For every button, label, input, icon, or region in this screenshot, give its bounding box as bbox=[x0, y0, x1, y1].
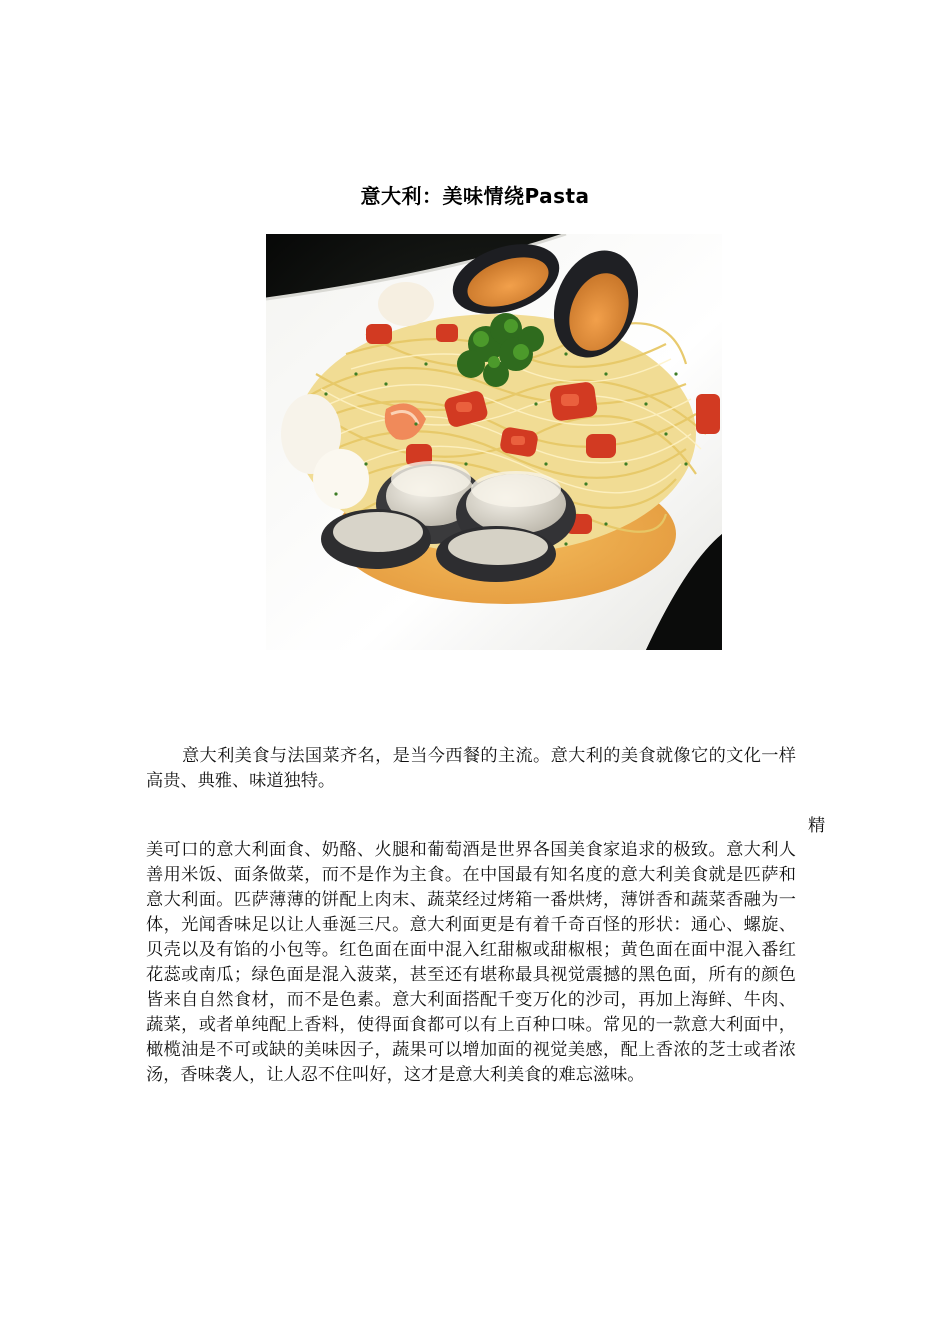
body-paragraph: 美可口的意大利面食、奶酪、火腿和葡萄酒是世界各国美食家追求的极致。意大利人善用米饭、面条做菜，而不是作为主食。在中国最有知名度的意大利美食就是匹萨和意大利面。匹萨薄薄的饼配上肉末、蔬菜经过烤箱一番烘烤，薄饼香和蔬菜香融为一体，光闻香味足以让人垂涎三尺。意大利面更是有着千奇百怪的形状：通心、螺旋、贝壳以及有馅的小包等。红色面在面中混入红甜椒或甜椒根；黄色面在面中混入番红花蕊或南瓜；绿色面是混入菠菜，甚至还有堪称最具视觉震撼的黑色面，所有的颜色皆来自自然食材，而不是色素。意大利面搭配千变万化的沙司，再加上海鲜、牛肉、蔬菜，或者单纯配上香料，使得面食都可以有上百种口味。常见的一款意大利面中，橄榄油是不可或缺的美味因子，蔬果可以增加面的视觉美感，配上香浓的芝士或者浓汤，香味袭人，让人忍不住叫好，这才是意大利美食的难忘滋味。 bbox=[146, 840, 796, 1085]
page-title: 意大利：美味情绕Pasta bbox=[360, 184, 590, 208]
seafood-pasta-photo bbox=[266, 234, 722, 650]
floating-character: 精 bbox=[808, 816, 826, 836]
intro-paragraph: 意大利美食与法国菜齐名，是当今西餐的主流。意大利的美食就像它的文化一样高贵、典雅、味道独特。 bbox=[146, 746, 796, 791]
